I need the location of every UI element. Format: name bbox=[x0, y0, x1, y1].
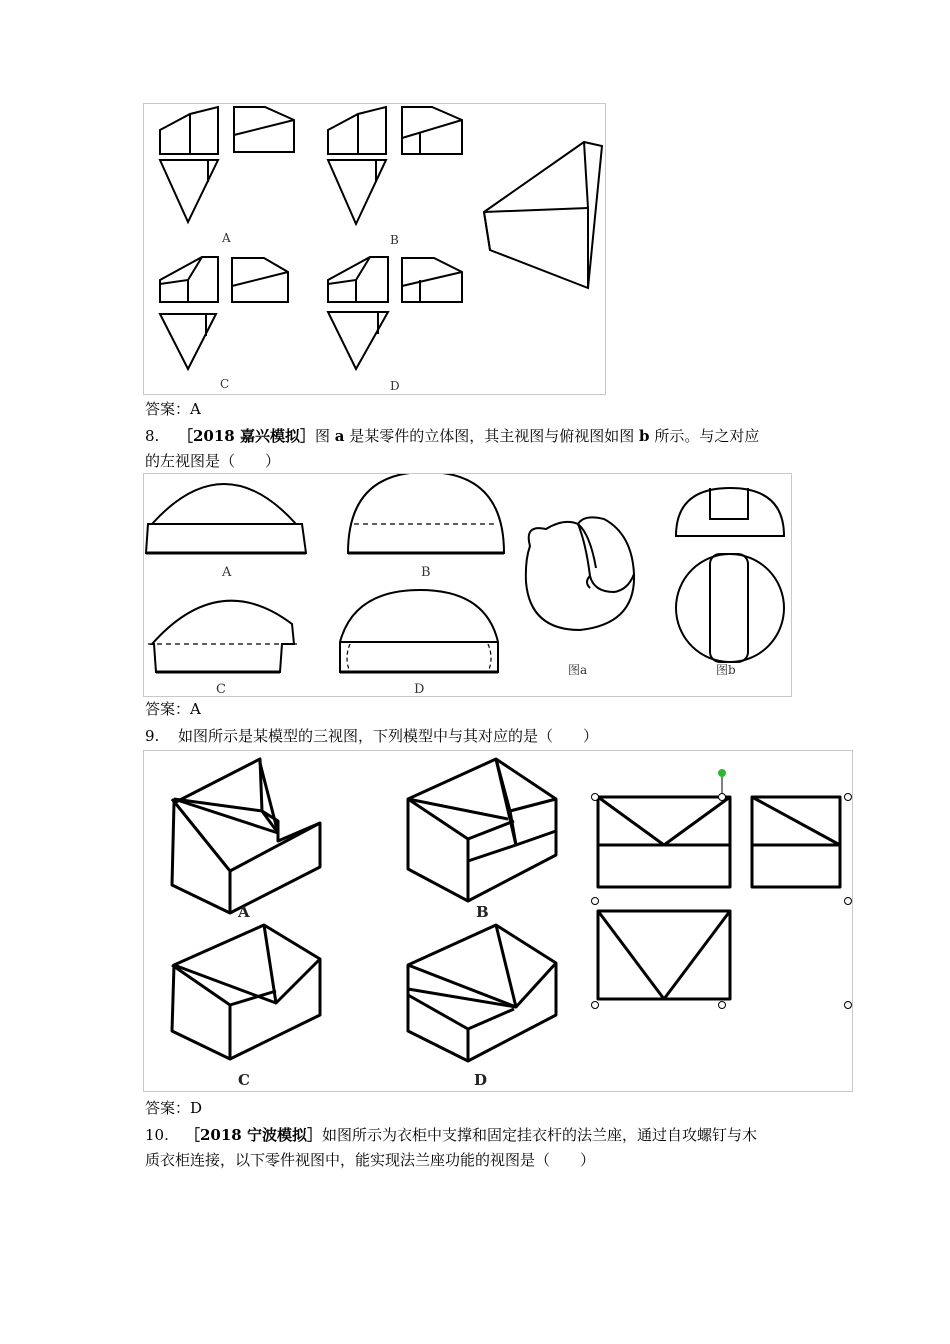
q9-text: 如图所示是某模型的三视图，下列模型中与其对应的是（ ） bbox=[178, 727, 599, 745]
q8-option-b bbox=[348, 474, 504, 553]
q7-figure bbox=[143, 103, 606, 395]
q10-source: ［2018 宁波模拟］ bbox=[185, 1126, 322, 1144]
q9-label-a: A bbox=[238, 903, 250, 921]
q8-number: 8. bbox=[145, 427, 160, 445]
q8-label-c: C bbox=[216, 682, 226, 696]
q9-model-c bbox=[172, 925, 320, 1059]
q8-figure bbox=[143, 473, 792, 697]
q10-question bbox=[145, 1125, 757, 1145]
q9-label-d: D bbox=[474, 1071, 488, 1089]
q9-figure bbox=[143, 750, 853, 1092]
q9-three-views bbox=[598, 797, 840, 999]
q7-option-b-views bbox=[328, 107, 462, 224]
q7-option-a-views bbox=[160, 107, 294, 222]
q9-label-c: C bbox=[238, 1071, 250, 1089]
q8-answer: 答案：A bbox=[145, 700, 201, 718]
q8-fig-a-solid bbox=[526, 517, 634, 630]
q8-fig-b-caption: 图b bbox=[716, 663, 736, 677]
q10-question-line2: 质衣柜连接，以下零件视图中，能实现法兰座功能的视图是（ ） bbox=[145, 1151, 596, 1169]
q7-answer: 答案：A bbox=[145, 400, 201, 418]
q8-text-b: 是某零件的立体图，其主视图与俯视图如图 bbox=[344, 427, 640, 445]
q8-fig-b-views bbox=[676, 488, 784, 662]
q9-model-a bbox=[172, 759, 320, 913]
q8-text-a: 图 bbox=[314, 427, 335, 445]
q8-question-line2: 的左视图是（ ） bbox=[145, 452, 281, 470]
q8-text-c: 所示。与之对应 bbox=[649, 427, 760, 445]
q9-label-b: B bbox=[476, 903, 489, 921]
q8-option-d bbox=[340, 590, 498, 672]
q9-answer: 答案：D bbox=[145, 1099, 203, 1117]
q7-option-d-views bbox=[328, 257, 462, 369]
q8-fig-b-ref: b bbox=[639, 427, 650, 445]
q9-question bbox=[145, 726, 598, 746]
q8-label-d: D bbox=[414, 682, 425, 696]
q8-fig-a-caption: 图a bbox=[568, 663, 588, 677]
q8-option-a bbox=[146, 484, 306, 553]
q9-number: 9. bbox=[145, 727, 160, 745]
q7-solid-drawing bbox=[484, 142, 602, 288]
q8-fig-a-ref: a bbox=[334, 427, 345, 445]
q9-model-d bbox=[408, 925, 556, 1061]
q8-label-a: A bbox=[222, 565, 232, 580]
q7-label-a: A bbox=[222, 231, 231, 245]
q8-source: ［2018 嘉兴模拟］ bbox=[178, 427, 315, 445]
q8-question bbox=[145, 426, 759, 446]
q7-label-d: D bbox=[390, 379, 400, 393]
q10-number: 10. bbox=[145, 1126, 169, 1144]
q7-label-c: C bbox=[220, 377, 230, 391]
q9-model-b bbox=[408, 759, 556, 901]
q7-option-c-views bbox=[160, 257, 288, 369]
q10-text: 如图所示为衣柜中支撑和固定挂衣杆的法兰座，通过自攻螺钉与木 bbox=[321, 1126, 757, 1144]
selection-handles[interactable] bbox=[592, 770, 852, 1009]
q8-label-b: B bbox=[421, 565, 431, 580]
q8-option-c bbox=[148, 601, 298, 672]
q7-label-b: B bbox=[390, 233, 399, 247]
